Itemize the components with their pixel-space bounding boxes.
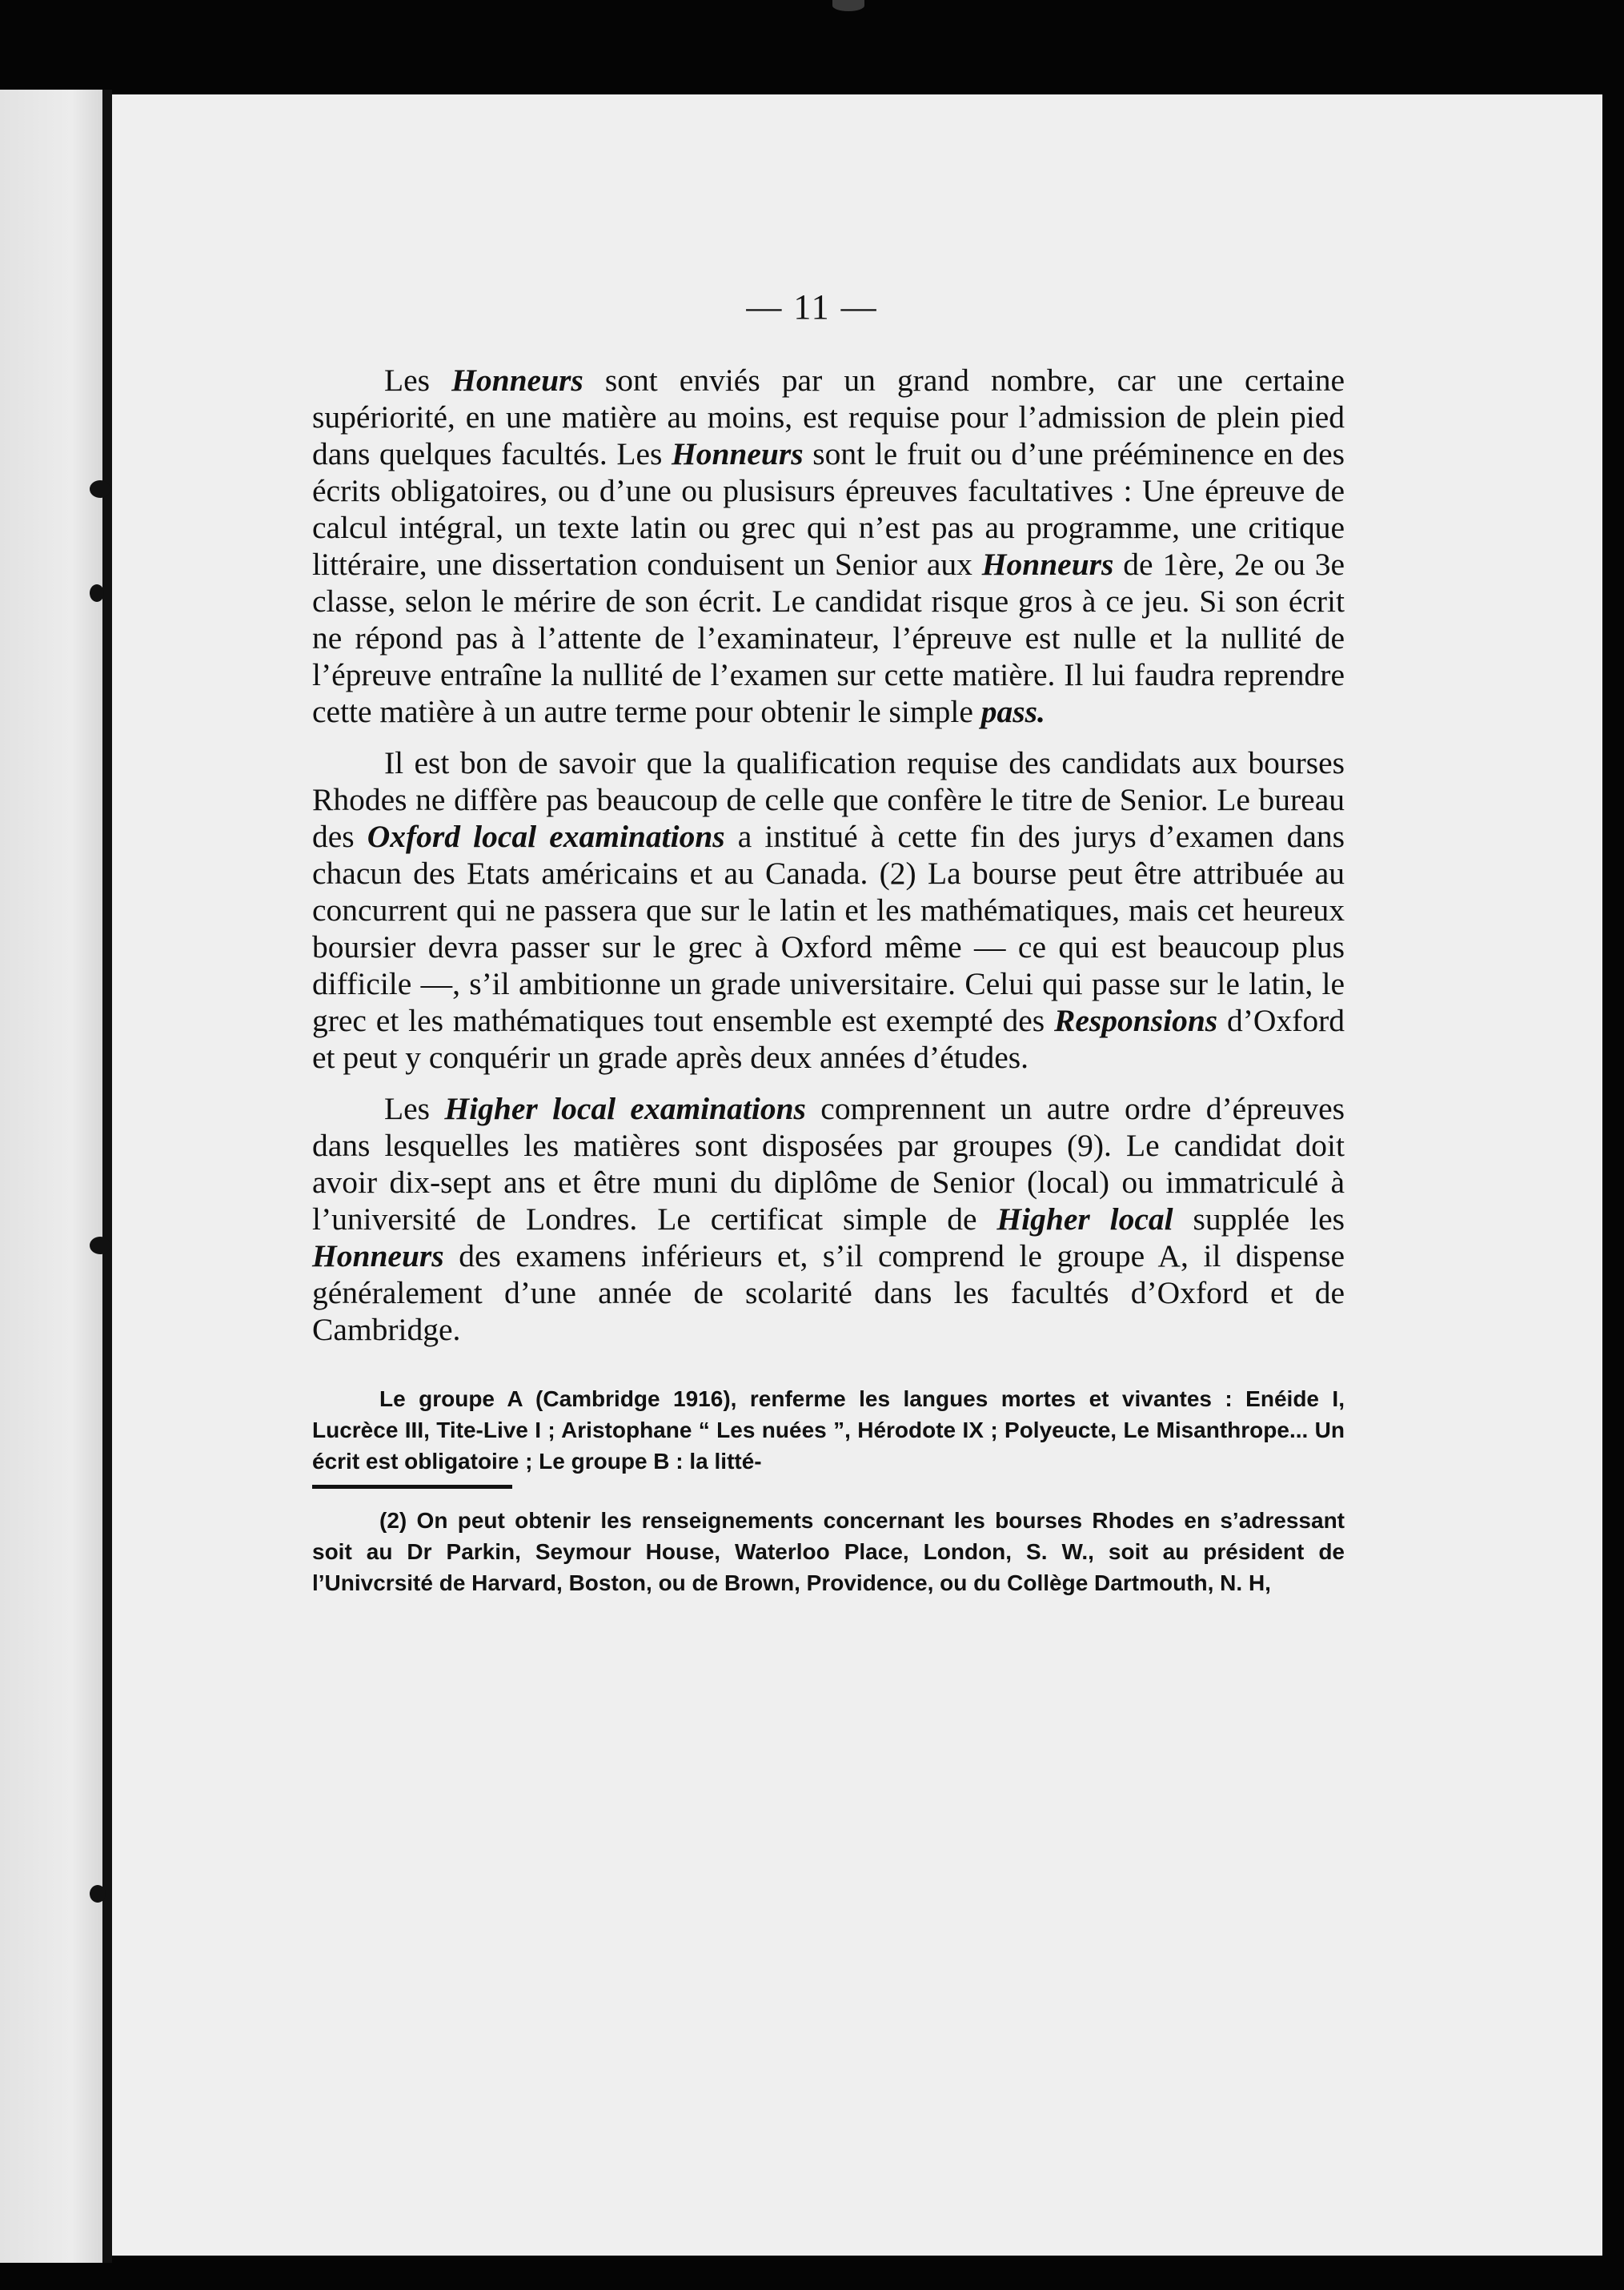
text-run: Il est bon de savoir que la qualification requise des candidats aux bourses Rhodes ne diffère pas beaucoup de celle que confère le titre de Senior. Le bureau des <box>312 745 1345 854</box>
text-run: de 1ère, 2e ou 3e classe, selon le mérire de son écrit. Le candidat risque gros à ce jeu. Si son écrit ne répond pas à l’attente de l’examinateur, l’épreuve est nulle et la nullité de l’épreuve entraîne la nullité de l’examen sur cette matière. Il lui faudra reprendre cette matière à un autre terme pour obtenir le simple <box>312 547 1345 729</box>
footnote-2: (2) On peut obtenir les renseignements concernant les bourses Rhodes en s’adressant soit au Dr Parkin, Seymour House, Waterloo Place, London, S. W., soit au président de l’Univcrsité de Harvard, Boston, ou de Brown, Providence, ou du Collège Dartmouth, N. H, <box>312 1508 1345 1595</box>
italic-term: Honneurs <box>981 547 1114 582</box>
text-run: sont enviés par un grand nombre, car une certaine supériorité, en une matière au moins, est requise pour l’admission de plein pied dans quelques facultés. Les <box>312 363 1345 471</box>
italic-term: pass. <box>980 694 1045 729</box>
paragraph <box>312 744 1345 1076</box>
paragraph <box>312 362 1345 730</box>
italic-term: Responsions <box>1054 1003 1218 1038</box>
previous-page-edge <box>0 90 102 2263</box>
text-run: Les <box>384 1091 445 1126</box>
italic-term: Higher local examinations <box>444 1091 806 1126</box>
scan-blot <box>832 0 864 11</box>
binding-hole-mark <box>90 480 110 498</box>
footnote-rule <box>312 1485 512 1489</box>
italic-term: Honneurs <box>312 1238 444 1273</box>
text-run: supplée les <box>1173 1201 1345 1237</box>
paragraph <box>312 1090 1345 1348</box>
text-run: d’Oxford et peut y conquérir un grade après deux années d’études. <box>312 1003 1345 1075</box>
binding-hole-mark <box>90 584 104 602</box>
text-run: des examens inférieurs et, s’il comprend le groupe A, il dispense généralement d’une année de scolarité dans les facultés d’Oxford et de Cambridge. <box>312 1238 1345 1347</box>
footnote-1: Le groupe A (Cambridge 1916), renferme les langues mortes et vivantes : Enéide I, Lucrèce III, Tite-Live I ; Aristophane “ Les nuées ”, Hérodote IX ; Polyeucte, Le Misanthrope... Un écrit est obligatoire ; Le groupe B : la litté- <box>312 1386 1345 1474</box>
text-run: comprennent un autre ordre d’épreuves dans lesquelles les matières sont disposées par groupes (9). Le candidat doit avoir dix-sept ans et être muni du diplôme de Senior (local) ou immatriculé à l’université de Londres. Le certificat simple de <box>312 1091 1345 1237</box>
binding-hole-mark <box>90 1237 110 1254</box>
page-body <box>312 362 1345 1598</box>
italic-term: Oxford local examinations <box>367 819 725 854</box>
text-run: sont le fruit ou d’une prééminence en des écrits obligatoires, ou d’une ou plusisurs épreuves facultatives : Une épreuve de calcul intégral, un texte latin ou grec qui n’est pas au programme, une critique littéraire, une dissertation conduisent un Senior aux <box>312 436 1345 582</box>
italic-term: Honneurs <box>451 363 583 398</box>
italic-term: Honneurs <box>671 436 804 471</box>
binding-hole-mark <box>90 1885 106 1903</box>
text-run: a institué à cette fin des jurys d’examen dans chacun des Etats américains et au Canada. (2) La bourse peut être attribuée au concurrent qui ne passera que sur le latin et les mathématiques, mais cet heureux boursier devra passer sur le grec à Oxford même — ce qui est beaucoup plus difficile —, s’il ambitionne un grade universitaire. Celui qui passe sur le latin, le grec et les mathématiques tout ensemble est exempté des <box>312 819 1345 1038</box>
page-number: — 11 — <box>746 287 878 327</box>
italic-term: Higher local <box>996 1201 1173 1237</box>
page-gutter-shadow <box>102 90 112 2263</box>
text-run: Les <box>384 363 452 398</box>
